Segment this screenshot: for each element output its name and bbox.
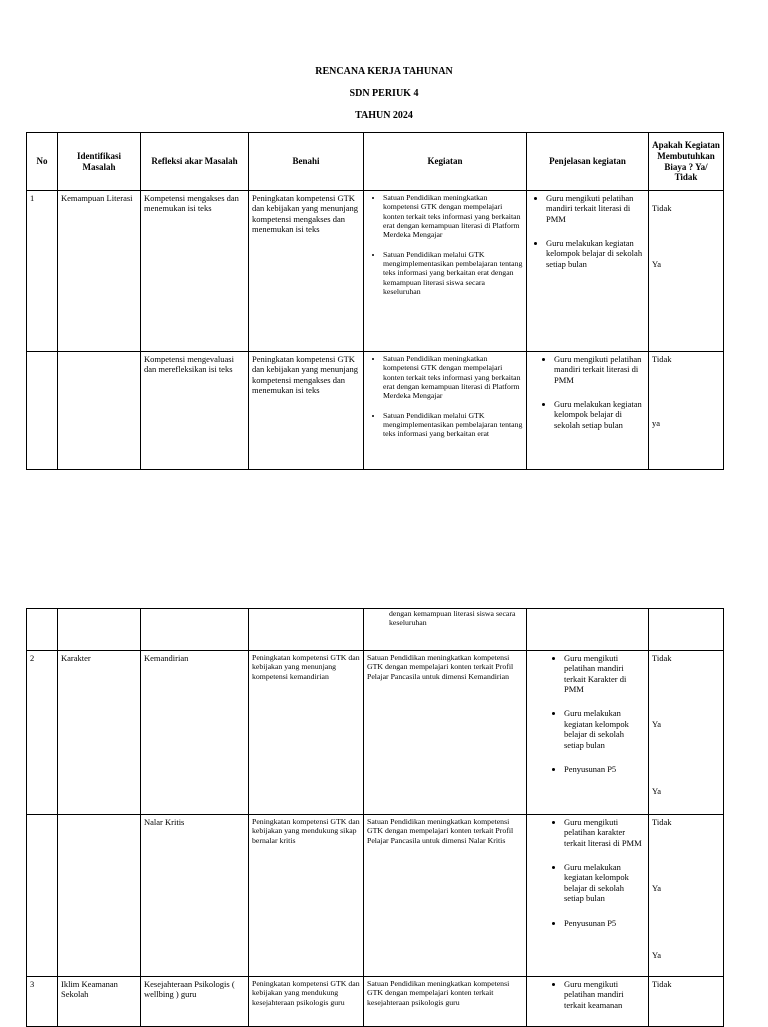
biaya-answer: Ya <box>652 883 662 894</box>
identifikasi-cell <box>58 609 141 651</box>
document-title: RENCANA KERJA TAHUNAN <box>315 66 453 77</box>
refleksi-cell: Kompetensi mengakses dan menemukan isi teks <box>141 191 249 352</box>
biaya-answer: Tidak <box>652 203 672 213</box>
refleksi-cell <box>141 609 249 651</box>
table-row <box>27 352 724 470</box>
header-row <box>27 133 724 191</box>
biaya-answer: ya <box>652 418 661 429</box>
kegiatan-continuation: dengan kemampuan literasi siswa secara keseluruhan <box>389 609 516 628</box>
work-plan-table-page-2 <box>26 608 724 1027</box>
refleksi-cell: Kompetensi mengevaluasi dan merefleksikan isi teks <box>141 352 249 470</box>
refleksi-cell: Kesejahteraan Psikologis ( wellbing ) guru <box>141 977 249 1027</box>
penjelasan-cell <box>527 977 649 1027</box>
list-item: • Guru melakukan kegiatan kelompok belajar di sekolah setiap bulan <box>546 238 645 269</box>
row-number: 1 <box>27 191 58 352</box>
penjelasan-cell <box>527 815 649 977</box>
list-item: • Guru mengikuti pelatihan mandiri terkait literasi di PMM <box>546 193 645 224</box>
benahi-cell: Peningkatan kompetensi GTK dan kebijakan yang menunjang kompetensi kemandirian <box>249 651 364 815</box>
header-benahi: Benahi <box>249 133 364 191</box>
list-item: • Guru melakukan kegiatan kelompok belajar di sekolah setiap bulan <box>564 862 645 903</box>
kegiatan-cell: Satuan Pendidikan meningkatkan kompetensi GTK dengan mempelajari konten terkait Profil Pelajar Pancasila untuk dimensi Kemandirian <box>364 651 527 815</box>
kegiatan-cell <box>364 609 527 651</box>
identifikasi-cell <box>58 815 141 977</box>
biaya-cell <box>649 977 724 1027</box>
biaya-answer: Ya <box>652 719 662 730</box>
biaya-answer: Tidak <box>652 653 672 663</box>
header-kegiatan: Kegiatan <box>364 133 527 191</box>
biaya-answer: Ya <box>652 259 662 270</box>
table-row <box>27 815 724 977</box>
penjelasan-cell <box>527 651 649 815</box>
refleksi-cell: Nalar Kritis <box>141 815 249 977</box>
row-number <box>27 609 58 651</box>
header-penjelasan: Penjelasan kegiatan <box>527 133 649 191</box>
list-item: • Guru mengikuti pelatihan mandiri terkait keamanan <box>564 979 645 1010</box>
identifikasi-cell: Karakter <box>58 651 141 815</box>
list-item: • Satuan Pendidikan meningkatkan kompetensi GTK dengan mempelajari konten terkait teks informasi yang berkaitan erat dengan kemampuan literasi di Platform Merdeka Mengajar <box>383 354 523 401</box>
table-row <box>27 191 724 352</box>
list-item: • Guru mengikuti pelatihan mandiri terkait Karakter di PMM <box>564 653 645 694</box>
list-item: • Guru melakukan kegiatan kelompok belajar di sekolah setiap bulan <box>564 708 645 749</box>
biaya-answer: Tidak <box>652 354 672 364</box>
list-item: • Penyusunan P5 <box>564 918 645 928</box>
benahi-cell: Peningkatan kompetensi GTK dan kebijakan yang mendukung kesejahteraan psikologis guru <box>249 977 364 1027</box>
biaya-answer: Ya <box>652 785 662 796</box>
identifikasi-cell: Iklim Keamanan Sekolah <box>58 977 141 1027</box>
identifikasi-cell: Kemampuan Literasi <box>58 191 141 352</box>
biaya-cell <box>649 651 724 815</box>
header-refleksi: Refleksi akar Masalah <box>141 133 249 191</box>
table-row <box>27 609 724 651</box>
year-label: TAHUN 2024 <box>355 110 413 121</box>
row-number <box>27 352 58 470</box>
benahi-cell: Peningkatan kompetensi GTK dan kebijakan yang menunjang kompetensi mengakses dan menemukan isi teks <box>249 191 364 352</box>
row-number: 2 <box>27 651 58 815</box>
kegiatan-cell <box>364 352 527 470</box>
biaya-answer: Tidak <box>652 979 672 989</box>
biaya-cell <box>649 191 724 352</box>
identifikasi-cell <box>58 352 141 470</box>
row-number <box>27 815 58 977</box>
list-item: • Guru melakukan kegiatan kelompok belajar di sekolah setiap bulan <box>554 399 645 430</box>
school-name: SDN PERIUK 4 <box>349 88 419 99</box>
penjelasan-cell <box>527 191 649 352</box>
biaya-cell <box>649 609 724 651</box>
biaya-answer: Ya <box>652 949 662 960</box>
table-row <box>27 651 724 815</box>
list-item: • Satuan Pendidikan melalui GTK mengimplementasikan pembelajaran tentang teks informasi yang berkaitan erat <box>383 411 523 439</box>
row-number: 3 <box>27 977 58 1027</box>
kegiatan-cell <box>364 191 527 352</box>
kegiatan-cell: Satuan Pendidikan meningkatkan kompetensi GTK dengan mempelajari konten terkait kesejahteraan psikologis guru <box>364 977 527 1027</box>
biaya-cell <box>649 352 724 470</box>
header-no: No <box>27 133 58 191</box>
list-item: • Guru mengikuti pelatihan mandiri terkait literasi di PMM <box>554 354 645 385</box>
header-apakah: Apakah Kegiatan Membutuhkan Biaya ? Ya/ Tidak <box>649 133 724 191</box>
penjelasan-cell <box>527 352 649 470</box>
list-item: • Guru mengikuti pelatihan karakter terkait literasi di PMM <box>564 817 645 848</box>
benahi-cell: Peningkatan kompetensi GTK dan kebijakan yang menunjang kompetensi mengakses dan menemukan isi teks <box>249 352 364 470</box>
biaya-answer: Tidak <box>652 817 672 827</box>
list-item: • Satuan Pendidikan melalui GTK mengimplementasikan pembelajaran tentang teks informasi yang berkaitan erat dengan kemampuan literasi siswa secara keseluruhan <box>383 250 523 297</box>
refleksi-cell: Kemandirian <box>141 651 249 815</box>
header-identifikasi: Identifikasi Masalah <box>58 133 141 191</box>
work-plan-table-page-1 <box>26 132 724 470</box>
table-row <box>27 977 724 1027</box>
list-item: • Penyusunan P5 <box>564 764 645 774</box>
penjelasan-cell <box>527 609 649 651</box>
kegiatan-cell: Satuan Pendidikan meningkatkan kompetensi GTK dengan mempelajari konten terkait Profil Pelajar Pancasila untuk dimensi Nalar Kritis <box>364 815 527 977</box>
list-item: • Satuan Pendidikan meningkatkan kompetensi GTK dengan mempelajari konten terkait teks informasi yang berkaitan erat dengan kemampuan literasi di Platform Merdeka Mengajar <box>383 193 523 240</box>
benahi-cell: Peningkatan kompetensi GTK dan kebijakan yang mendukung sikap bernalar kritis <box>249 815 364 977</box>
biaya-cell <box>649 815 724 977</box>
benahi-cell <box>249 609 364 651</box>
